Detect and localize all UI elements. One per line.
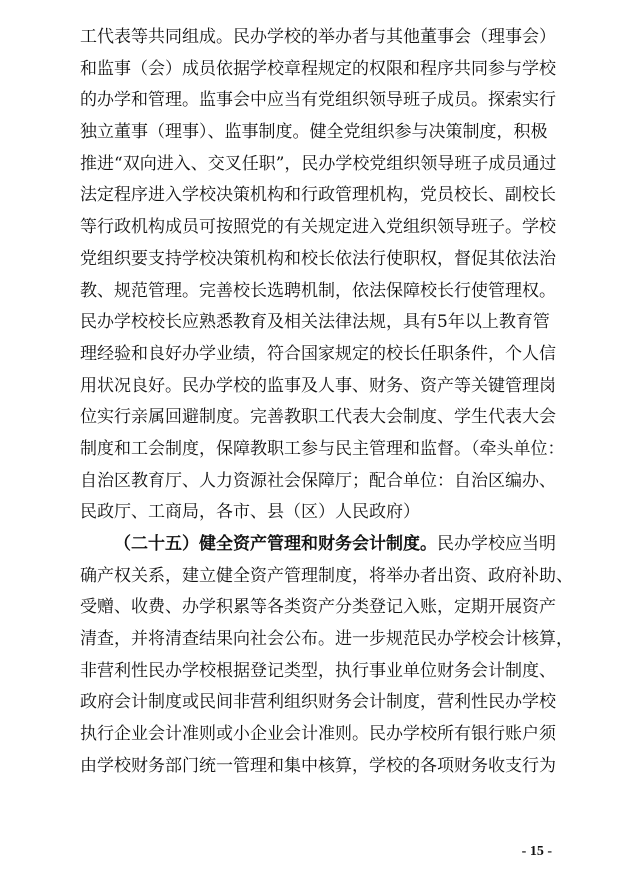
section-first-line-text: 民办学校应当明 <box>437 534 556 554</box>
text-line: 政府会计制度或民间非营利组织财务会计制度，营利性民办学校 <box>80 692 556 713</box>
section-first-line <box>80 529 556 561</box>
text-line: 制度和工会制度，保障教职工参与民主管理和监督。（牵头单位： <box>80 438 565 459</box>
text-line: 确产权关系，建立健全资产管理制度，将举办者出资、政府补助、 <box>80 565 573 586</box>
text-line: 教、规范管理。完善校长选聘机制，依法保障校长行使管理权。 <box>80 280 556 301</box>
text-line: 独立董事（理事）、监事制度。健全党组织参与决策制度，积极 <box>80 122 548 143</box>
text-line: 理经验和良好办学业绩，符合国家规定的校长任职条件，个人信 <box>80 343 556 364</box>
text-line: 等行政机构成员可按照党的有关规定进入党组织领导班子。学校 <box>80 217 556 238</box>
text-line: 执行企业会计准则或小企业会计准则。民办学校所有银行账户须 <box>80 724 556 745</box>
text-line: 法定程序进入学校决策机构和行政管理机构，党员校长、副校长 <box>80 185 556 206</box>
text-line: 由学校财务部门统一管理和集中核算，学校的各项财务收支行为 <box>80 755 556 776</box>
text-line: 和监事（会）成员依据学校章程规定的权限和程序共同参与学校 <box>80 58 556 79</box>
text-line: 党组织要支持学校决策机构和校长依法行使职权，督促其依法治 <box>80 248 556 269</box>
text-line: 推进“双向进入、交叉任职”，民办学校党组织领导班子成员通过 <box>80 153 557 174</box>
text-line: 民办学校校长应熟悉教育及相关法律法规，具有5年以上教育管 <box>80 312 550 333</box>
text-line: 的办学和管理。监事会中应当有党组织领导班子成员。探索实行 <box>80 90 556 111</box>
text-line: 用状况良好。民办学校的监事及人事、财务、资产等关键管理岗 <box>80 375 556 396</box>
text-line: 非营利性民办学校根据登记类型，执行事业单位财务会计制度、 <box>80 660 556 681</box>
page-number: - 15 - <box>521 844 552 859</box>
text-line: 工代表等共同组成。民办学校的举办者与其他董事会（理事会） <box>80 27 556 47</box>
text-line: 位实行亲属回避制度。完善教职工代表大会制度、学生代表大会 <box>80 407 556 428</box>
text-line: 自治区教育厅、人力资源社会保障厅；配合单位：自治区编办、 <box>80 470 556 491</box>
body-text <box>80 22 573 783</box>
section-heading: （二十五）健全资产管理和财务会计制度。 <box>114 534 437 554</box>
text-line: 民政厅、工商局，各市、县（区）人民政府） <box>80 502 420 523</box>
text-line: 清查，并将清查结果向社会公布。进一步规范民办学校会计核算， <box>80 629 573 650</box>
text-line: 受赠、收费、办学积累等各类资产分类登记入账，定期开展资产 <box>80 597 556 618</box>
